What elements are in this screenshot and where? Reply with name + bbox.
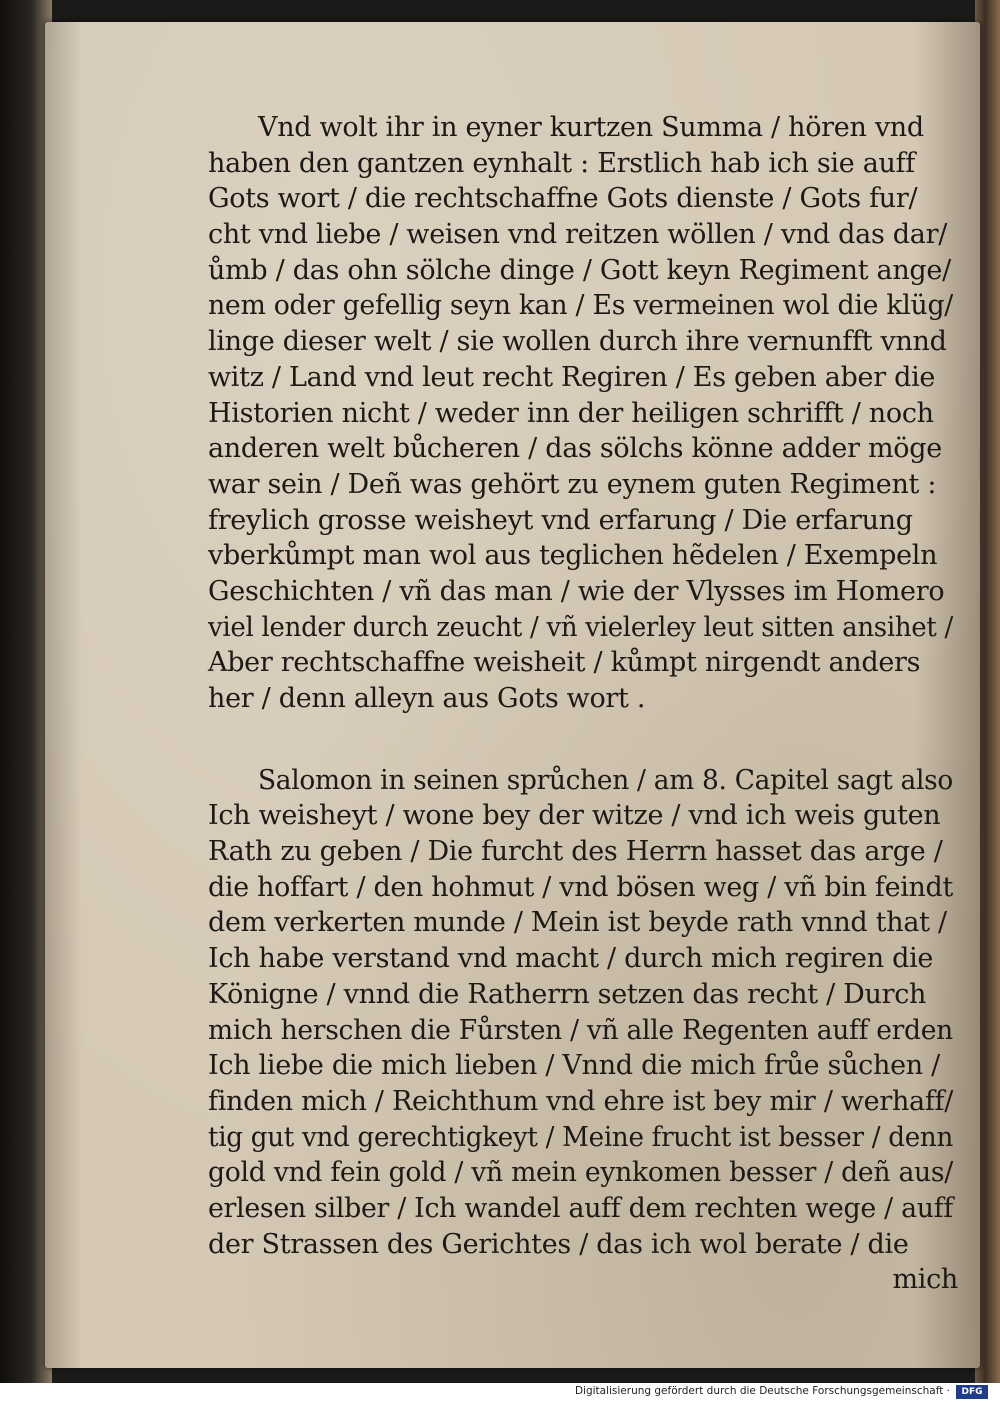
- text-line: dem verkerten munde / Mein ist beyde rath vnnd that /: [208, 907, 947, 939]
- text-line: Geschichten / vñ das man / wie der Vlysses im Homero: [208, 575, 945, 607]
- text-line: haben den gantzen eynhalt : Erstlich hab ich sie auff: [208, 147, 915, 179]
- text-line: freylich grosse weisheyt vnd erfarung / Die erfarung: [208, 504, 913, 536]
- text-line: witz / Land vnd leut recht Regiren / Es geben aber die: [208, 361, 936, 393]
- text-line: Ich habe verstand vnd macht / durch mich regiren die: [208, 943, 934, 975]
- text-line: Vnd wolt ihr in eyner kurtzen Summa / hören vnd: [258, 112, 924, 143]
- page-text: [208, 110, 958, 1298]
- text-line: erlesen silber / Ich wandel auff dem rechten wege / auff: [208, 1192, 953, 1224]
- text-line: Königne / vnnd die Ratherrn setzen das recht / Durch: [208, 978, 927, 1010]
- footer-bar: [0, 1383, 1000, 1403]
- text-line: gold vnd fein gold / vñ mein eynkomen besser / deñ aus/: [208, 1157, 954, 1189]
- text-line: die hoffart / den hohmut / vnd bösen weg / vñ bin feindt: [208, 871, 954, 903]
- catchword: mich: [892, 1264, 958, 1296]
- dfg-logo: DFG: [956, 1385, 988, 1399]
- text-line: linge dieser welt / sie wollen durch ihre vernunfft vnnd: [208, 326, 947, 358]
- text-line: cht vnd liebe / weisen vnd reitzen wöllen / vnd das dar/: [208, 219, 947, 251]
- funding-credit: Digitalisierung gefördert durch die Deutsche Forschungsgemeinschaft ·: [574, 1385, 950, 1397]
- text-line: Aber rechtschaffne weisheit / kůmpt nirgendt anders: [208, 647, 921, 679]
- text-line: Salomon in seinen sprůchen / am 8. Capitel sagt also: [258, 764, 954, 796]
- text-line: tig gut vnd gerechtigkeyt / Meine frucht ist besser / denn: [208, 1121, 954, 1153]
- text-line: Ich weisheyt / wone bey der witze / vnd ich weis guten: [208, 800, 941, 832]
- text-line: vberkůmpt man wol aus teglichen hẽdelen / Exempeln: [208, 540, 938, 572]
- text-line: der Strassen des Gerichtes / das ich wol berate / die: [208, 1228, 909, 1260]
- text-line: Gots wort / die rechtschaffne Gots dienste / Gots fur/: [208, 183, 918, 215]
- paragraph-1: [208, 110, 958, 717]
- text-line: viel lender durch zeucht / vñ vielerley leut sitten ansihet /: [208, 611, 954, 643]
- text-line: war sein / Deñ was gehört zu eynem guten Regiment :: [208, 468, 937, 500]
- text-line: mich herschen die Fůrsten / vñ alle Regenten auff erden: [208, 1014, 953, 1046]
- text-line: ůmb / das ohn sölche dinge / Gott keyn Regiment ange/: [208, 254, 951, 286]
- paragraph-2: [208, 763, 958, 1298]
- text-line: Ich liebe die mich lieben / Vnnd die mich frůe sůchen /: [208, 1050, 940, 1082]
- text-line: nem oder gefellig seyn kan / Es vermeinen wol die klüg/: [208, 290, 954, 322]
- text-line: finden mich / Reichthum vnd ehre ist bey mir / werhaff/: [208, 1085, 954, 1117]
- text-line: her / denn alleyn aus Gots wort .: [208, 683, 646, 714]
- text-line: Historien nicht / weder inn der heiligen schrifft / noch: [208, 397, 934, 429]
- text-line: anderen welt bůcheren / das sölchs könne adder möge: [208, 433, 942, 465]
- text-line: Rath zu geben / Die furcht des Herrn hasset das arge /: [208, 836, 943, 868]
